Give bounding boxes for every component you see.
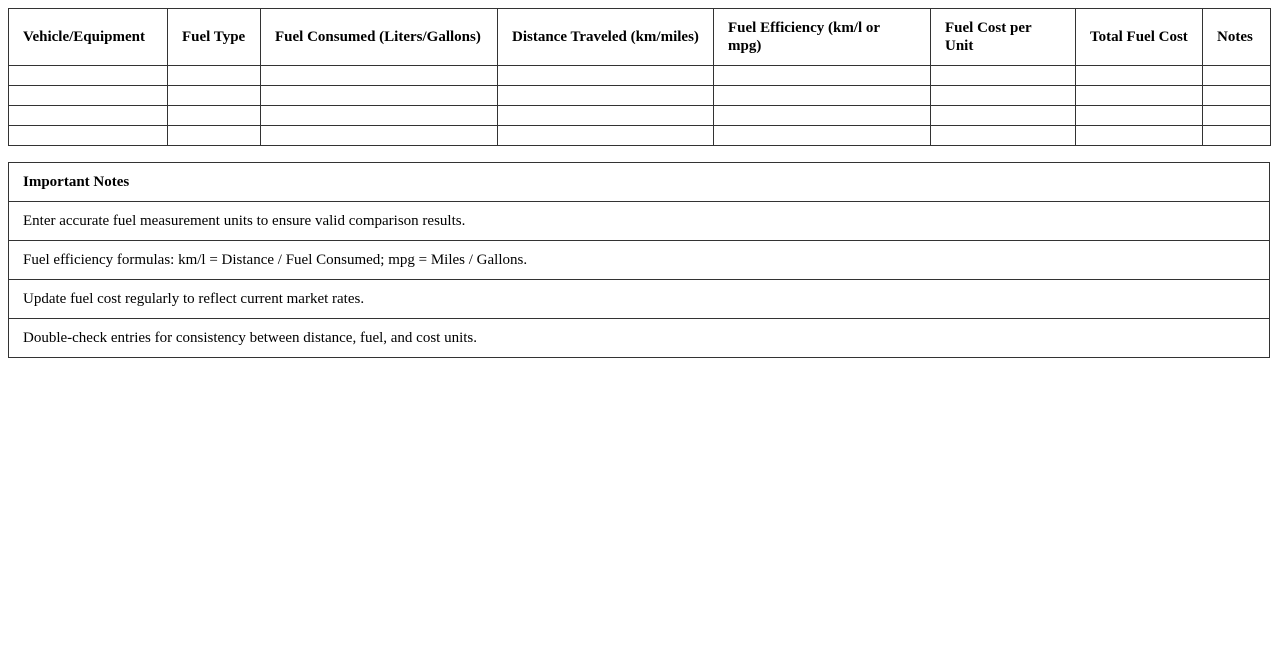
table-cell[interactable]: [714, 86, 931, 106]
table-cell[interactable]: [9, 126, 168, 146]
table-cell[interactable]: [1076, 86, 1203, 106]
table-row: [9, 126, 1271, 146]
table-cell[interactable]: [714, 126, 931, 146]
table-cell[interactable]: [1203, 126, 1271, 146]
table-cell[interactable]: [1203, 86, 1271, 106]
table-cell[interactable]: [261, 66, 498, 86]
table-cell[interactable]: [1076, 126, 1203, 146]
table-cell[interactable]: [168, 66, 261, 86]
column-header-distance-traveled: Distance Traveled (km/miles): [498, 9, 714, 66]
note-text: Enter accurate fuel measurement units to ensure valid comparison results.: [9, 202, 1270, 241]
column-header-fuel-consumed: Fuel Consumed (Liters/Gallons): [261, 9, 498, 66]
note-text: Update fuel cost regularly to reflect current market rates.: [9, 280, 1270, 319]
notes-title: Important Notes: [9, 163, 1270, 202]
table-cell[interactable]: [714, 66, 931, 86]
table-cell[interactable]: [1076, 106, 1203, 126]
table-cell[interactable]: [931, 66, 1076, 86]
list-item: [9, 280, 1270, 319]
table-cell[interactable]: [1076, 66, 1203, 86]
important-notes-table: [8, 162, 1270, 358]
table-cell[interactable]: [168, 86, 261, 106]
table-header-row: [9, 9, 1271, 66]
column-header-fuel-cost-per-unit: Fuel Cost per Unit: [931, 9, 1076, 66]
table-cell[interactable]: [261, 126, 498, 146]
table-cell[interactable]: [9, 86, 168, 106]
column-header-vehicle-equipment: Vehicle/Equipment: [9, 9, 168, 66]
list-item: [9, 319, 1270, 358]
table-row: [9, 66, 1271, 86]
table-cell[interactable]: [168, 106, 261, 126]
table-cell[interactable]: [1203, 66, 1271, 86]
table-cell[interactable]: [9, 66, 168, 86]
column-header-total-fuel-cost: Total Fuel Cost: [1076, 9, 1203, 66]
table-row: [9, 106, 1271, 126]
table-cell[interactable]: [168, 126, 261, 146]
table-cell[interactable]: [498, 86, 714, 106]
column-header-fuel-type: Fuel Type: [168, 9, 261, 66]
table-row: [9, 86, 1271, 106]
table-cell[interactable]: [498, 66, 714, 86]
notes-header-row: [9, 163, 1270, 202]
table-cell[interactable]: [9, 106, 168, 126]
table-cell[interactable]: [931, 106, 1076, 126]
table-cell[interactable]: [931, 126, 1076, 146]
page-container: [8, 8, 1270, 358]
table-cell[interactable]: [714, 106, 931, 126]
table-cell[interactable]: [931, 86, 1076, 106]
table-cell[interactable]: [498, 106, 714, 126]
table-cell[interactable]: [1203, 106, 1271, 126]
note-text: Double-check entries for consistency between distance, fuel, and cost units.: [9, 319, 1270, 358]
list-item: [9, 202, 1270, 241]
column-header-fuel-efficiency: Fuel Efficiency (km/l or mpg): [714, 9, 931, 66]
table-cell[interactable]: [498, 126, 714, 146]
fuel-comparison-table: [8, 8, 1271, 146]
table-cell[interactable]: [261, 86, 498, 106]
table-cell[interactable]: [261, 106, 498, 126]
list-item: [9, 241, 1270, 280]
note-text: Fuel efficiency formulas: km/l = Distance / Fuel Consumed; mpg = Miles / Gallons.: [9, 241, 1270, 280]
column-header-notes: Notes: [1203, 9, 1271, 66]
